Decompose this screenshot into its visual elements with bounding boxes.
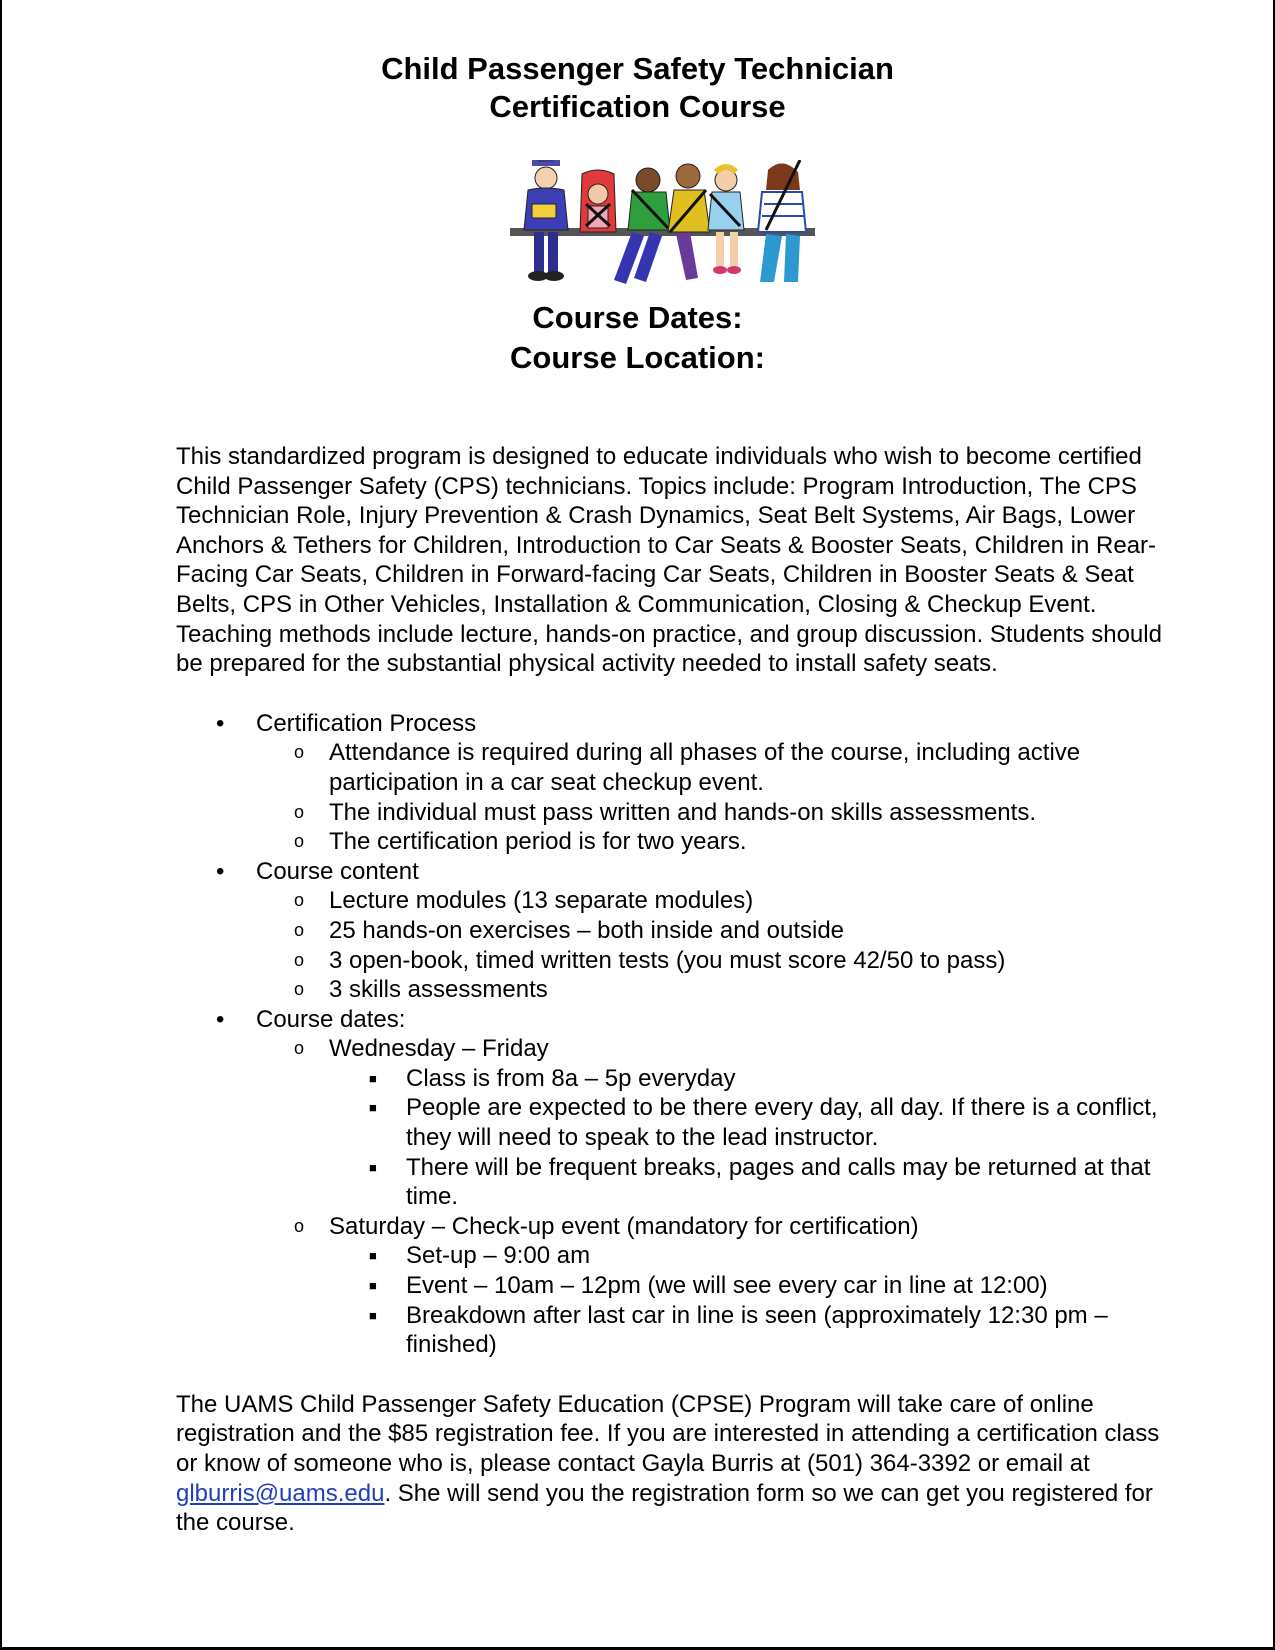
list-item-text: Breakdown after last car in line is seen (approximately 12:30 pm – finished) (406, 1301, 1108, 1359)
list-item-text: Class is from 8a – 5p everyday (406, 1064, 736, 1092)
square-bullet-icon: ■ (369, 1278, 377, 1294)
list-item-text: Saturday – Check-up event (mandatory for certification) (329, 1212, 919, 1240)
list-item-text: Wednesday – Friday (329, 1035, 549, 1063)
square-bullet-icon: ■ (369, 1307, 377, 1323)
sub-list (256, 1034, 1176, 1360)
list-item (256, 975, 1176, 1005)
boy-figure (614, 168, 670, 284)
circle-bullet-icon: o (294, 801, 305, 822)
list-item (329, 1093, 1176, 1152)
square-bullet-icon: ■ (369, 1159, 377, 1175)
square-bullet-icon: ■ (369, 1248, 377, 1264)
page-title (0, 50, 1275, 126)
course-location-label: Course Location: (510, 340, 765, 375)
closing-text-before: The UAMS Child Passenger Safety Education (CPSE) Program will take care of online registration and the $85 registration fee. If you are interested in attending a certification class or know of someone who is, please contact Gayla Burris at (501) 364-3392 or email at (176, 1390, 1160, 1477)
section-label: Course content (256, 857, 419, 885)
sub-list (256, 738, 1176, 856)
list-item-text: The certification period is for two years. (329, 828, 747, 856)
list-item-text: Event – 10am – 12pm (we will see every car in line at 12:00) (406, 1272, 1048, 1300)
closing-paragraph (176, 1390, 1176, 1538)
course-info (0, 298, 1275, 378)
grandpa-figure (524, 160, 568, 281)
list-item-text: 3 open-book, timed written tests (you must score 42/50 to pass) (329, 946, 1006, 974)
bullet-icon: • (216, 709, 225, 737)
list-item (176, 857, 1176, 1005)
family-buckled-up-clipart (510, 160, 840, 295)
bullet-icon: • (216, 857, 225, 885)
list-item-text: People are expected to be there every day, all day. If there is a conflict, they will need to speak to the lead instructor. (406, 1094, 1158, 1152)
circle-bullet-icon: o (294, 742, 305, 763)
intro-paragraph: This standardized program is designed to educate individuals who wish to become certified Child Passenger Safety (CPS) technicians. Topics include: Program Introduction, The CPS Technician Role, Injury Prevention & Crash Dynamics, Seat Belt Systems, Air Bags, Lower Anchors & Tethers for Children, Introduction to Car Seats & Booster Seats, Children in Rear-Facing Car Seats, Children in Forward-facing Car Seats, Children in Booster Seats & Seat Belts, CPS in Other Vehicles, Installation & Communication, Closing & Checkup Event. Teaching methods include lecture, hands-on practice, and group discussion. Students should be prepared for the substantial physical activity needed to install safety seats. (176, 443, 1162, 678)
sub-sub-list (329, 1064, 1176, 1212)
course-dates-label: Course Dates: (532, 300, 743, 335)
list-item-text: The individual must pass written and hands-on skills assessments. (329, 798, 1036, 826)
circle-bullet-icon: o (294, 1215, 305, 1236)
list-item-text: Set-up – 9:00 am (406, 1242, 591, 1270)
list-item (256, 946, 1176, 976)
list-item (256, 1212, 1176, 1360)
circle-bullet-icon: o (294, 949, 305, 970)
small-girl-figure (708, 167, 744, 274)
section-label: Course dates: (256, 1005, 406, 1033)
page-border-left (0, 0, 2, 1650)
title-line-1: Child Passenger Safety Technician (381, 51, 894, 86)
list-item (329, 1271, 1176, 1301)
infant-seat-figure (580, 170, 616, 232)
circle-bullet-icon: o (294, 831, 305, 852)
girl-figure (668, 164, 710, 280)
list-item (329, 1241, 1176, 1271)
circle-bullet-icon: o (294, 890, 305, 911)
section-label: Certification Process (256, 709, 477, 737)
list-item (256, 798, 1176, 828)
list-item (329, 1301, 1176, 1360)
list-item (256, 827, 1176, 857)
list-item (329, 1064, 1176, 1094)
list-item-text: Lecture modules (13 separate modules) (329, 887, 754, 915)
circle-bullet-icon: o (294, 979, 305, 1000)
list-item-text: 3 skills assessments (329, 976, 548, 1004)
square-bullet-icon: ■ (369, 1100, 377, 1116)
sub-list (256, 886, 1176, 1004)
closing-text-after: . She will send you the registration form so we can get you registered for the course. (176, 1479, 1153, 1537)
list-item-text: 25 hands-on exercises – both inside and outside (329, 916, 845, 944)
circle-bullet-icon: o (294, 1038, 305, 1059)
mom-figure (758, 160, 806, 282)
list-item (329, 1153, 1176, 1212)
list-item (256, 916, 1176, 946)
bullet-icon: • (216, 1005, 225, 1033)
sub-sub-list (329, 1241, 1176, 1359)
list-item (256, 738, 1176, 797)
list-item (176, 709, 1176, 857)
email-link[interactable]: glburris@uams.edu (176, 1479, 385, 1507)
circle-bullet-icon: o (294, 919, 305, 940)
section-list (176, 709, 1176, 1360)
list-item-text: There will be frequent breaks, pages and calls may be returned at that time. (406, 1153, 1151, 1211)
list-item (256, 886, 1176, 916)
list-item (176, 1005, 1176, 1360)
main-content (176, 442, 1176, 1538)
list-item (256, 1034, 1176, 1212)
square-bullet-icon: ■ (369, 1070, 377, 1086)
title-line-2: Certification Course (489, 89, 786, 124)
list-item-text: Attendance is required during all phases of the course, including active participation in a car seat checkup event. (329, 739, 1081, 796)
